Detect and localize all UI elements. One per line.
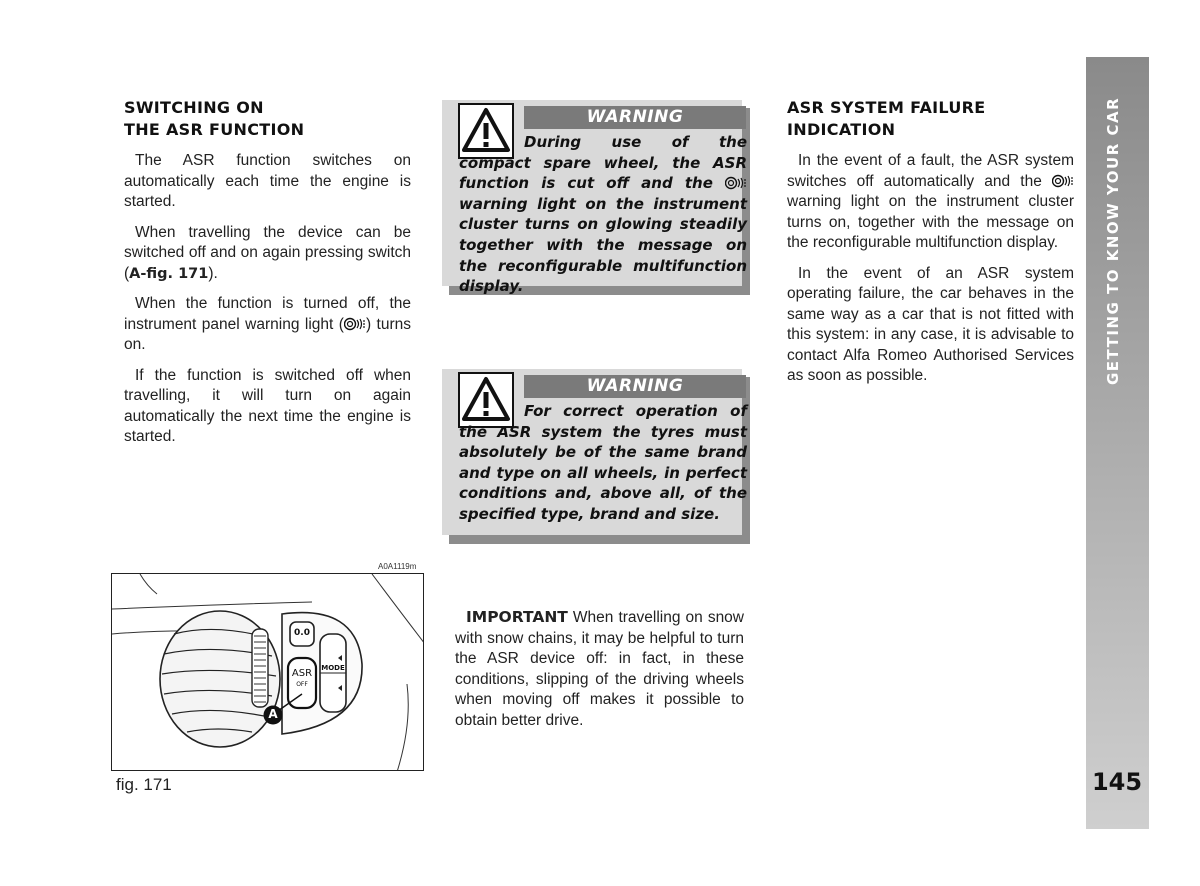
asr-warning-light-icon [725,176,747,190]
asr-warning-light-icon [1052,174,1074,188]
mode-button: MODE [321,664,345,672]
asr-warning-light-icon [344,317,366,331]
warning-text: For correct operation of the ASR system the tyres must absolutely be of the same brand and type on all wheels, in perfect conditions and, above all, of the specified type, brand and size. [459,402,747,523]
section-heading-asr-failure [787,97,985,141]
paragraph: When the function is turned off, the instrument panel warning light ( ) turns on. [124,295,411,353]
paragraph: If the function is switched off when travelling, it will turn on again automatically the next time the engine is started. [124,366,411,445]
paragraph: When travelling the device can be switched off and on again pressing switch (A-fig. 171). [124,223,411,282]
left-column-text [124,151,411,458]
figure-reference: A-fig. 171 [129,265,209,282]
section-heading-switching-on [124,97,304,141]
trip-reset-button: 0.0 [294,628,310,638]
dashboard-switch-illustration [112,574,424,771]
asr-button: ASR [291,668,313,679]
heading-line: ASR SYSTEM FAILURE [787,98,986,117]
warning-title: WARNING [524,375,746,398]
warning-title: WARNING [524,106,746,129]
paragraph: In the event of a fault, the ASR system switches off automatically and the warning light on the instrument cluster turns on, together with the message on the reconfigurable multifunction display. [787,152,1074,251]
heading-line: INDICATION [787,120,896,139]
heading-line: THE ASR FUNCTION [124,120,305,139]
figure-code: A0A1119m [378,562,417,571]
asr-off-label: OFF [296,681,308,688]
paragraph: The ASR function switches on automatically each time the engine is started. [124,152,411,210]
warning-box-shadow [449,535,750,544]
warning-text: During use of the compact spare wheel, the ASR function is cut off and the warning light on the instrument cluster turns on glowing steadily together with the message on the reconfigurable multifunction display. [459,133,747,296]
figure-171 [111,573,424,771]
important-label: IMPORTANT [466,608,568,626]
important-note: IMPORTANT When travelling on snow with snow chains, it may be helpful to turn the ASR device off: in fact, in these conditions, slipping of the driving wheels when moving off makes it possible to obtain better drive. [455,608,744,729]
paragraph: In the event of an ASR system operating failure, the car behaves in the same way as a car that is not fitted with this system: in any case, it is advisable to contact Alfa Romeo Authorised Services as soon as possible. [787,264,1074,384]
figure-caption: fig. 171 [116,775,172,794]
page-number: 145 [1091,768,1143,796]
heading-line: SWITCHING ON [124,98,264,117]
callout-label: A [268,707,278,721]
chapter-label: GETTING TO KNOW YOUR CAR [1104,96,1122,385]
right-column-text [787,151,1074,397]
